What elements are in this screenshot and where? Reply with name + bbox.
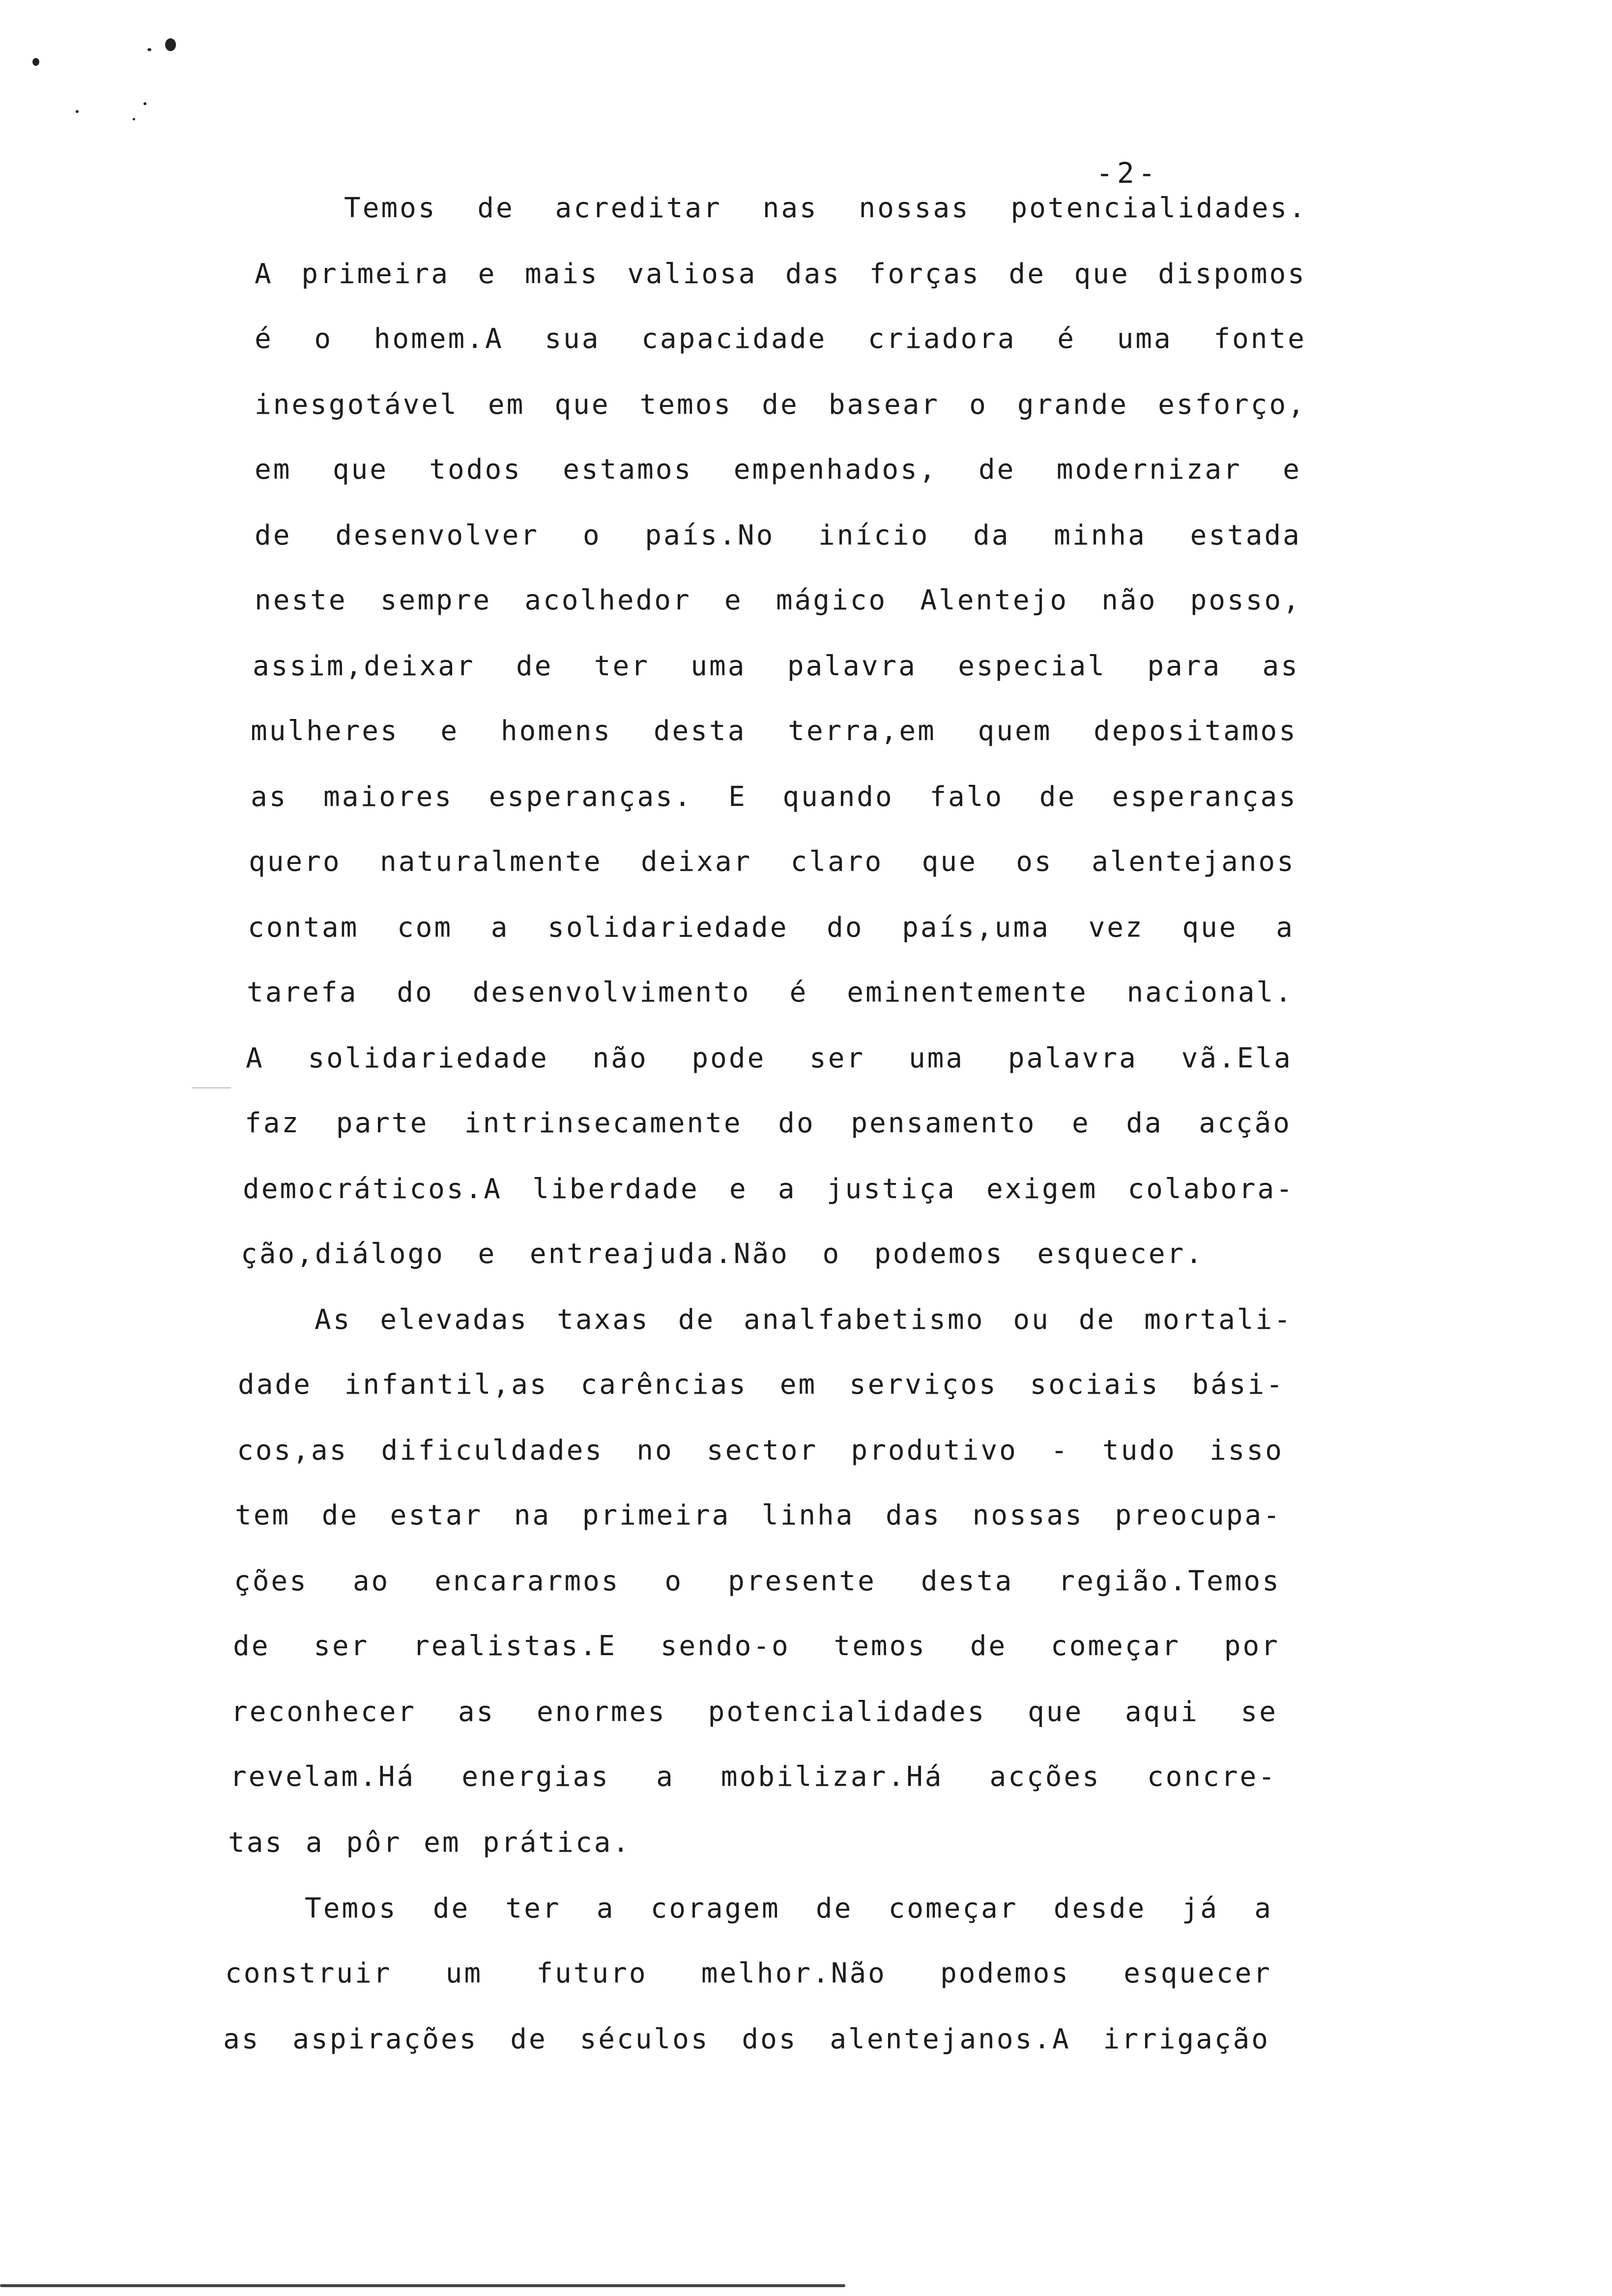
text-line: as maiores esperanças. E quando falo de esperanças <box>251 781 1297 813</box>
text-line: A solidariedade não pode ser uma palavra vã.Ela <box>246 1042 1293 1074</box>
text-line: ções ao encararmos o presente desta região.Temos <box>234 1565 1281 1597</box>
scan-speck <box>133 118 135 120</box>
text-line: inesgotável em que temos de basear o grande esforço, <box>255 389 1306 421</box>
text-line: ção,diálogo e entreajuda.Não o podemos esquecer. <box>241 1238 1204 1270</box>
text-line: de ser realistas.E sendo-o temos de começar por <box>233 1630 1280 1662</box>
text-line: faz parte intrinsecamente do pensamento e da acção <box>245 1107 1292 1139</box>
scan-speck <box>32 58 39 66</box>
text-line: é o homem.A sua capacidade criadora é uma fonte <box>255 323 1306 355</box>
text-line: mulheres e homens desta terra,em quem depositamos <box>251 715 1297 747</box>
text-line: revelam.Há energias a mobilizar.Há acções concre- <box>230 1761 1277 1793</box>
text-line: Temos de acreditar nas nossas potencialidades. <box>344 192 1307 224</box>
text-line: de desenvolver o país.No início da minha estada <box>255 519 1301 551</box>
text-line: tas a pôr em prática. <box>228 1827 631 1859</box>
text-line: A primeira e mais valiosa das forças de que dispomos <box>255 258 1306 290</box>
text-line: Temos de ter a coragem de começar desde já a <box>305 1893 1273 1924</box>
scan-speck <box>165 38 176 51</box>
scan-speck <box>76 110 79 113</box>
bottom-edge-rule <box>0 2284 845 2287</box>
text-line: cos,as dificuldades no sector produtivo - tudo isso <box>237 1435 1284 1466</box>
text-line: tarefa do desenvolvimento é eminentemente nacional. <box>247 976 1294 1008</box>
margin-mark <box>192 1087 231 1089</box>
text-line: em que todos estamos empenhados, de modernizar e <box>255 454 1301 486</box>
text-line: neste sempre acolhedor e mágico Alentejo não posso, <box>255 584 1301 616</box>
scan-speck <box>147 48 151 51</box>
text-line: democráticos.A liberdade e a justiça exigem colabora- <box>243 1173 1295 1205</box>
text-line: As elevadas taxas de analfabetismo ou de mortali- <box>315 1304 1293 1336</box>
text-line: tem de estar na primeira linha das nossas preocupa- <box>235 1499 1282 1531</box>
text-line: quero naturalmente deixar claro que os alentejanos <box>249 846 1295 878</box>
text-line: construir um futuro melhor.Não podemos esquecer <box>225 1957 1272 1989</box>
text-line: contam com a solidariedade do país,uma vez que a <box>248 912 1295 944</box>
text-line: assim,deixar de ter uma palavra especial para as <box>253 650 1299 682</box>
text-line: as aspirações de séculos dos alentejanos.A irrigação <box>223 2023 1270 2055</box>
page-number: -2- <box>1096 156 1159 190</box>
text-line: reconhecer as enormes potencialidades que aqui se <box>231 1696 1278 1728</box>
scan-speck <box>144 102 146 105</box>
text-line: dade infantil,as carências em serviços sociais bási- <box>238 1369 1285 1401</box>
